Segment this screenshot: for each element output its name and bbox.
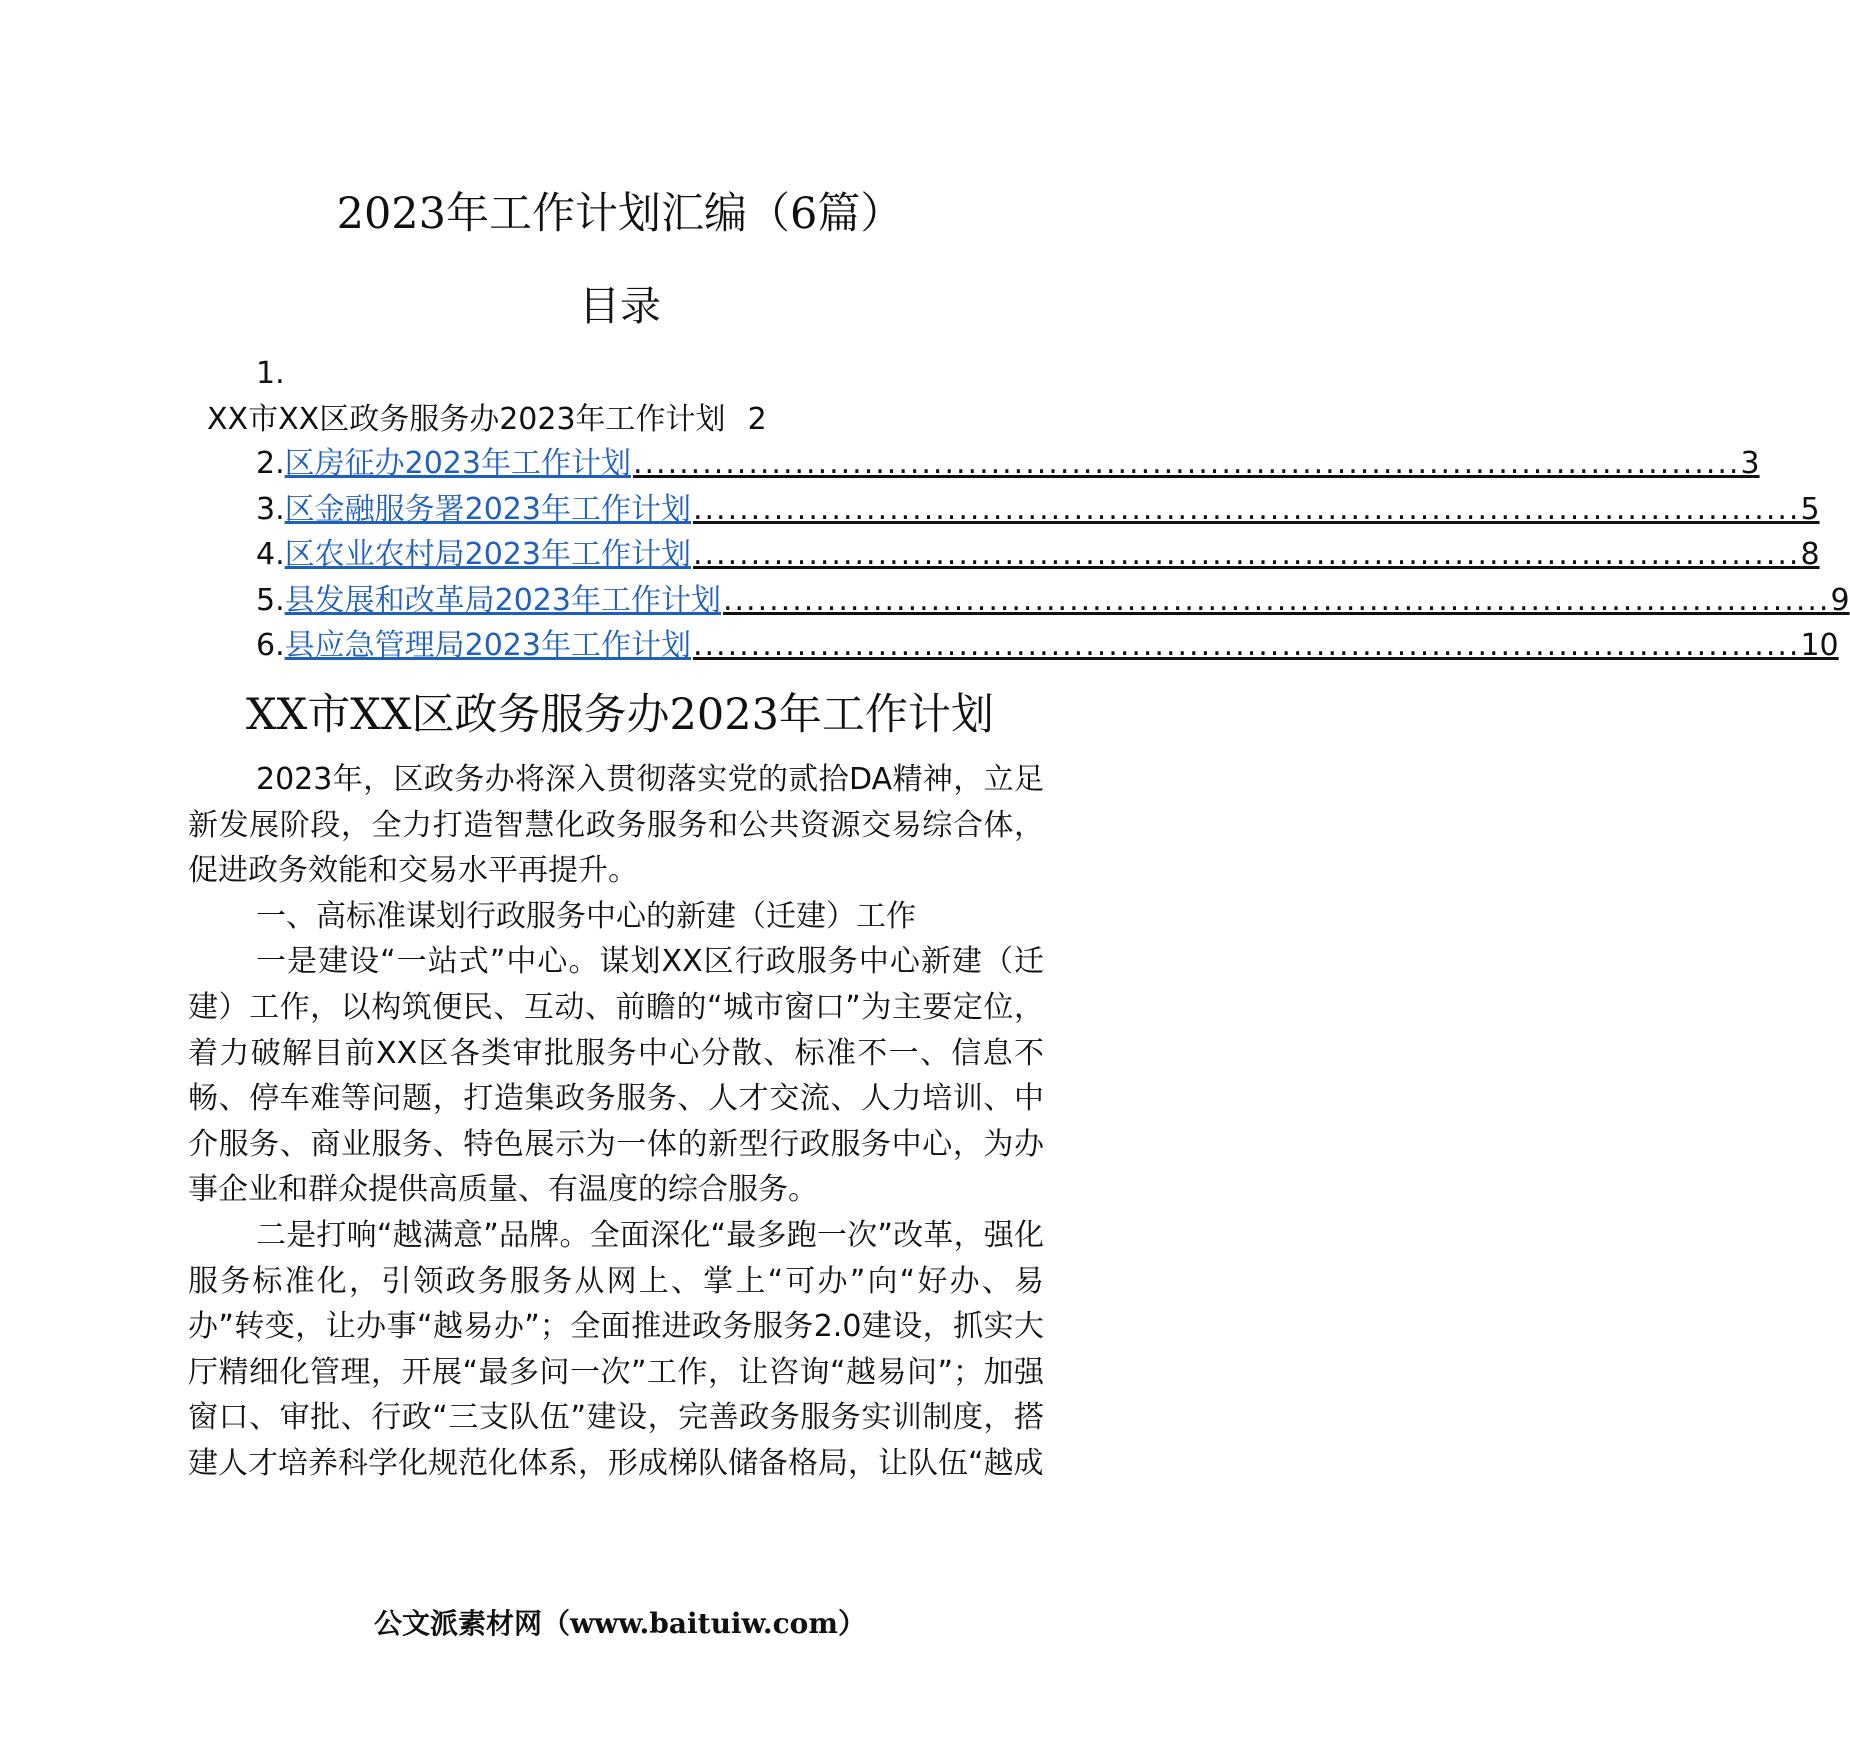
toc-item-page: 8 bbox=[1800, 537, 1820, 573]
toc-item-number: 2. bbox=[256, 446, 285, 481]
toc-item-page: 5 bbox=[1800, 491, 1820, 527]
toc-item-2[interactable] bbox=[256, 444, 1760, 490]
toc-item-1-page: 2 bbox=[747, 402, 767, 437]
toc-dot-leader: ................................................................................................ bbox=[692, 491, 1801, 527]
toc-dot-leader: ................................................................................................ bbox=[632, 446, 1741, 481]
toc-item-number: 3. bbox=[256, 491, 285, 527]
section-title: XX市XX区政务服务办2023年工作计划 bbox=[246, 690, 994, 740]
toc-item-1-number: 1. bbox=[256, 356, 285, 391]
toc-item-link[interactable]: 县应急管理局2023年工作计划 bbox=[284, 628, 691, 664]
toc-item-link[interactable]: 区金融服务署2023年工作计划 bbox=[284, 491, 691, 527]
toc-item-6[interactable] bbox=[256, 626, 1839, 672]
toc-dot-leader: ................................................................................................ bbox=[692, 628, 1801, 664]
toc-dot-leader: ................................................................................................ bbox=[692, 537, 1801, 573]
toc-item-page: 10 bbox=[1800, 628, 1839, 664]
toc-item-number: 4. bbox=[256, 537, 285, 573]
document-title: 2023年工作计划汇编（6篇） bbox=[336, 189, 904, 239]
toc-heading: 目录 bbox=[579, 282, 661, 330]
paragraph-intro: 2023年，区政务办将深入贯彻落实党的贰拾DA精神，立足新发展阶段，全力打造智慧化政务服务和公共资源交易综合体，促进政务效能和交易水平再提升。 bbox=[188, 762, 1044, 889]
toc-item-number: 6. bbox=[256, 628, 285, 664]
paragraph-point-2: 二是打响“越满意”品牌。全面深化“最多跑一次”改革，强化服务标准化，引领政务服务从网上、掌上“可办”向“好办、易办”转变，让办事“越易办”；全面推进政务服务2.0建设，抓实大厅精细化管理，开展“最多问一次”工作，让咨询“越易问”；加强窗口、审批、行政“三支队伍”建设，完善政务服务实训制度，搭建人才培养科学化规范化体系，形成梯队储备格局，让队伍“越成 bbox=[188, 1217, 1044, 1481]
toc-item-4[interactable] bbox=[256, 535, 1820, 581]
footer-watermark: 公文派素材网（www.baituiw.com） bbox=[374, 1607, 866, 1640]
toc-item-link[interactable]: 区房征办2023年工作计划 bbox=[284, 446, 631, 481]
toc-item-link[interactable]: 区农业农村局2023年工作计划 bbox=[284, 537, 691, 573]
toc-item-1[interactable] bbox=[207, 400, 767, 440]
toc-item-1-label[interactable]: XX市XX区政务服务办2023年工作计划 bbox=[207, 402, 726, 437]
toc-item-page: 3 bbox=[1740, 446, 1760, 481]
paragraph-point-1: 一是建设“一站式”中心。谋划XX区行政服务中心新建（迁建）工作，以构筑便民、互动、前瞻的“城市窗口”为主要定位，着力破解目前XX区各类审批服务中心分散、标准不一、信息不畅、停车难等问题，打造集政务服务、人才交流、人力培训、中介服务、商业服务、特色展示为一体的新型行政服务中心，为办事企业和群众提供高质量、有温度的综合服务。 bbox=[188, 944, 1044, 1208]
toc-item-page: 9 bbox=[1830, 582, 1850, 618]
toc-item-number: 5. bbox=[256, 582, 285, 618]
toc-item-link[interactable]: 县发展和改革局2023年工作计划 bbox=[284, 582, 721, 618]
toc-item-5[interactable] bbox=[256, 581, 1850, 627]
body-text bbox=[188, 757, 1044, 1487]
table-of-contents bbox=[256, 444, 1850, 672]
toc-dot-leader: ................................................................................................ bbox=[722, 582, 1831, 618]
paragraph-heading-1: 一、高标准谋划行政服务中心的新建（迁建）工作 bbox=[256, 898, 916, 934]
toc-item-3[interactable] bbox=[256, 490, 1820, 536]
